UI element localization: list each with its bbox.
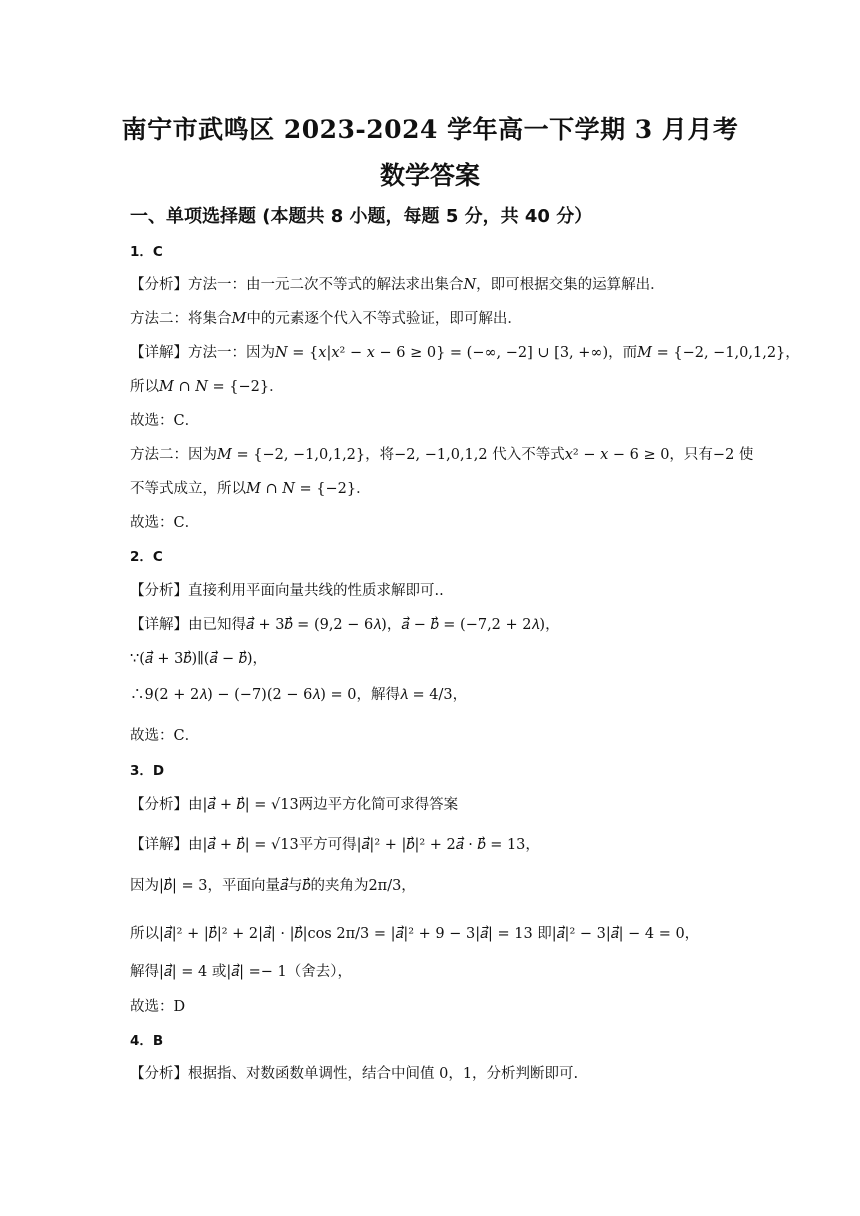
answer-line: 故选：C． bbox=[130, 728, 200, 744]
answer-line: 故选：D bbox=[130, 999, 186, 1015]
answer-line: 故选：C． bbox=[130, 515, 200, 531]
answer-line: 不等式成立，所以𝑀 ∩ 𝑁 = {−2}． bbox=[130, 481, 371, 497]
answer-line: 所以𝑀 ∩ 𝑁 = {−2}． bbox=[130, 379, 284, 395]
answer-line: 【分析】根据指、对数函数单调性，结合中间值 0，1，分析判断即可. bbox=[130, 1066, 579, 1082]
answer-line: 【分析】方法一：由一元二次不等式的解法求出集合𝑁，即可根据交集的运算解出． bbox=[130, 277, 665, 293]
answer-line: 【详解】由已知得𝑎⃗ + 3𝑏⃗ = (9,2 − 6𝜆)，𝑎⃗ − 𝑏⃗ = (−7,2 + 2𝜆)， bbox=[130, 617, 560, 633]
section-heading: 一、单项选择题 (本题共 8 小题，每题 5 分，共 40 分） bbox=[130, 206, 593, 227]
answer-line: 【分析】直接利用平面向量共线的性质求解即可.. bbox=[130, 583, 444, 599]
question-number: 1．C bbox=[130, 244, 163, 260]
answer-line: 所以|𝑎⃗|² + |𝑏⃗|² + 2|𝑎⃗| · |𝑏⃗|cos 2π/3 = |𝑎⃗|² + 9 − 3|𝑎⃗| = 13 即|𝑎⃗|² − 3|𝑎⃗| − 4 = 0， bbox=[130, 926, 700, 942]
document-subtitle: 数学答案 bbox=[379, 161, 480, 190]
answer-line: 方法二：将集合𝑀中的元素逐个代入不等式验证，即可解出． bbox=[130, 311, 522, 327]
question-number: 3．D bbox=[130, 763, 165, 779]
answer-line: 方法二：因为𝑀 = {−2, −1,0,1,2}，将−2, −1,0,1,2 代入不等式𝑥² − 𝑥 − 6 ≥ 0，只有−2 使 bbox=[130, 447, 754, 463]
answer-line: 【详解】方法一：因为𝑁 = {𝑥|𝑥² − 𝑥 − 6 ≥ 0} = (−∞, −2] ∪ [3, +∞)，而𝑀 = {−2, −1,0,1,2}， bbox=[130, 345, 800, 361]
answer-line: 【分析】由|𝑎⃗ + 𝑏⃗| = √13两边平方化简可求得答案 bbox=[130, 797, 459, 813]
question-number: 4．B bbox=[130, 1033, 164, 1049]
document-title: 南宁市武鸣区 2023-2024 学年高一下学期 3 月月考 bbox=[121, 115, 739, 144]
answer-line: ∴9(2 + 2𝜆) − (−7)(2 − 6𝜆) = 0，解得𝜆 = 4/3， bbox=[130, 687, 468, 703]
answer-line: 【详解】由|𝑎⃗ + 𝑏⃗| = √13平方可得|𝑎⃗|² + |𝑏⃗|² + 2𝑎⃗ · 𝑏⃗ = 13， bbox=[130, 837, 540, 853]
question-number: 2．C bbox=[130, 549, 163, 565]
answer-line: 故选：C． bbox=[130, 413, 200, 429]
answer-line: 解得|𝑎⃗| = 4 或|𝑎⃗| =− 1（舍去）， bbox=[130, 964, 352, 980]
answer-line: ∵(𝑎⃗ + 3𝑏⃗)∥(𝑎⃗ − 𝑏⃗)， bbox=[130, 651, 267, 667]
answer-line: 因为|𝑏⃗| = 3，平面向量𝑎⃗与𝑏⃗的夹角为2π/3， bbox=[130, 878, 416, 894]
